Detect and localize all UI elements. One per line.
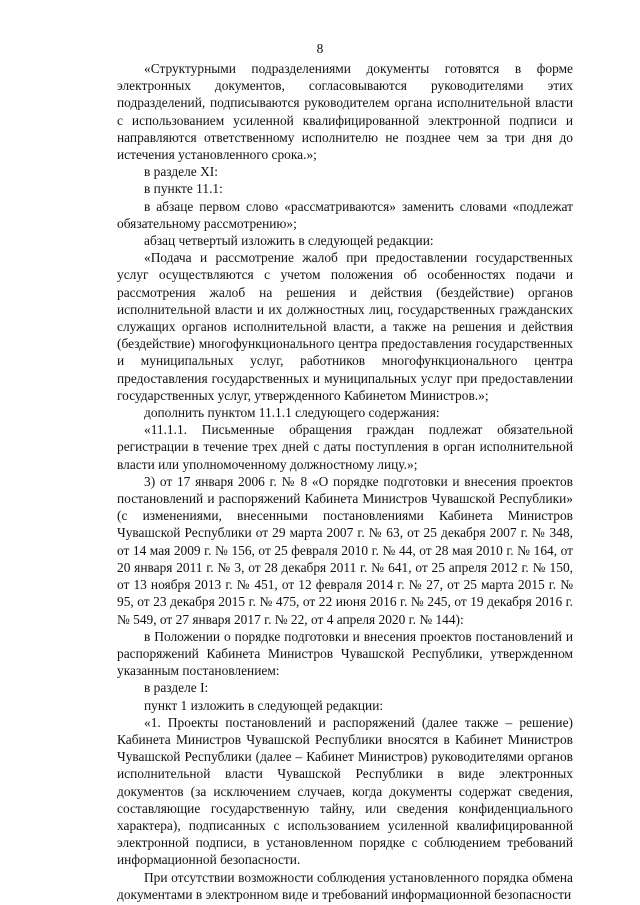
paragraph: «1. Проекты постановлений и распоряжений (далее также – решение) Кабинета Министров Чувашской Республики вносятся в Кабинет Министров Чувашской Республики (далее – Кабинет Министров) руководителями органов исполнительной власти Чувашской Республики в виде электронных документов (за исключением случаев, когда документы содержат сведения, составляющие государственную тайну, или сведения конфиденциального характера), подписанных с использованием усиленной квалифицированной электронной подписи, в установленном порядке с соблюдением требований информационной безопасности. [117,714,573,868]
paragraph: абзац четвертый изложить в следующей редакции: [144,233,434,249]
paragraph: 3) от 17 января 2006 г. № 8 «О порядке подготовки и внесения проектов постановлений и распоряжений Кабинета Министров Чувашской Республики» (с изменениями, внесенными постановлениями Кабинета Министров Чувашской Республики от 29 марта 2007 г. № 63, от 25 декабря 2007 г. № 348, от 14 мая 2009 г. № 156, от 25 февраля 2010 г. № 44, от 28 мая 2010 г. № 164, от 20 января 2011 г. № 3, от 28 декабря 2011 г. № 641, от 25 апреля 2012 г. № 150, от 13 ноября 2013 г. № 451, от 12 февраля 2014 г. № 27, от 25 марта 2015 г. № 95, от 23 декабря 2015 г. № 475, от 22 июня 2016 г. № 245, от 19 декабря 2016 г. № 549, от 27 января 2017 г. № 22, от 4 апреля 2020 г. № 144): [117,473,573,627]
paragraph: При отсутствии возможности соблюдения установленного порядка обмена документами в электронном виде и требований информационной безопасности [117,869,573,902]
paragraph: дополнить пунктом 11.1.1 следующего содержания: [144,405,440,421]
paragraph: в разделе I: [144,680,209,696]
paragraph: в пункте 11.1: [144,181,223,197]
paragraph: пункт 1 изложить в следующей редакции: [144,697,384,713]
paragraph: «Подача и рассмотрение жалоб при предоставлении государственных услуг осуществляются с учетом положения об особенностях подачи и рассмотрения жалоб на решения и действия (бездействие) органов исполнительной власти и их должностных лиц, государственных гражданских служащих органов исполнительной власти, а также на решения и действия (бездействие) многофункционального центра предоставления государственных и муниципальных услуг, работников многофункционального центра предоставления государственных и муниципальных услуг при предоставлении государственных услуг, утвержденного Кабинетом Министров.»; [117,250,573,403]
paragraph: в абзаце первом слово «рассматриваются» заменить словами «подлежат обязательному рассмотрению»; [117,198,573,231]
document-body [117,60,573,903]
paragraph: «Структурными подразделениями документы готовятся в форме электронных документов, согласовываются руководителями этих подразделений, подписываются руководителем органа исполнительной власти с использованием усиленной квалифицированной электронной подписи и направляются ответственному исполнителю не позднее чем за три дня до истечения установленного срока.»; [117,61,573,163]
paragraph: в Положении о порядке подготовки и внесения проектов постановлений и распоряжений Кабинета Министров Чувашской Республики, утвержденном указанным постановлением: [117,628,573,679]
paragraph: в разделе XI: [144,164,218,180]
page-number: 8 [316,41,324,56]
paragraph: «11.1.1. Письменные обращения граждан подлежат обязательной регистрации в течение трех дней с даты поступления в орган исполнительной власти или уполномоченному должностному лицу.»; [117,422,573,472]
